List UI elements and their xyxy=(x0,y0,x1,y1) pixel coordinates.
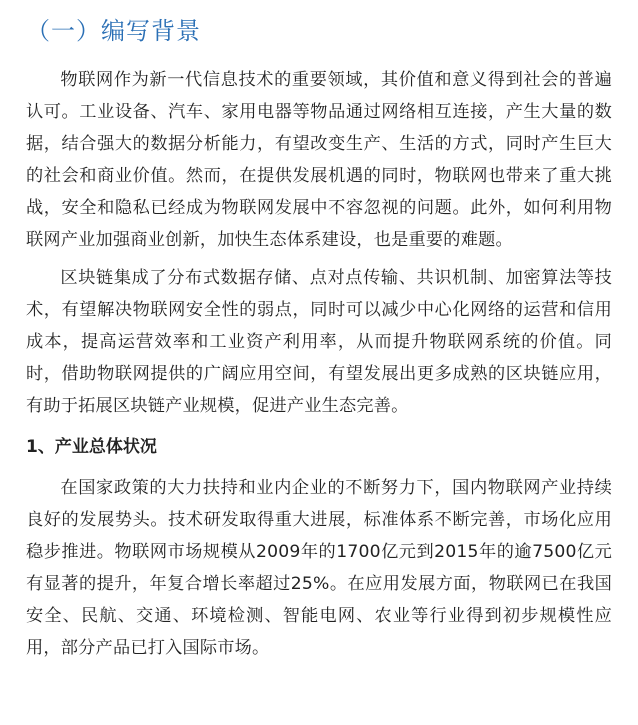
section-title: （一）编写背景 xyxy=(26,17,201,45)
paragraph-iot-background: 物联网作为新一代信息技术的重要领域，其价值和意义得到社会的普遍认可。工业设备、汽车、家用电器等物品通过网络相互连接，产生大量的数据，结合强大的数据分析能力，有望改变生产、生活的方式，同时产生巨大的社会和商业价值。然而，在提供发展机遇的同时，物联网也带来了重大挑战，安全和隐私已经成为物联网发展中不容忽视的问题。此外，如何利用物联网产业加强商业创新，加快生态体系建设，也是重要的难题。 xyxy=(26,70,612,250)
paragraph-blockchain: 区块链集成了分布式数据存储、点对点传输、共识机制、加密算法等技术，有望解决物联网安全性的弱点，同时可以减少中心化网络的运营和信用成本，提高运营效率和工业资产利用率，从而提升物联网系统的价值。同时，借助物联网提供的广阔应用空间，有望发展出更多成熟的区块链应用，有助于拓展区块链产业规模，促进产业生态完善。 xyxy=(26,268,612,416)
paragraph-industry-status: 在国家政策的大力扶持和业内企业的不断努力下，国内物联网产业持续良好的发展势头。技术研发取得重大进展，标准体系不断完善，市场化应用稳步推进。物联网市场规模从2009年的1700亿元到2015年的逾7500亿元有显著的提升，年复合增长率超过25%。在应用发展方面，物联网已在我国安全、民航、交通、环境检测、智能电网、农业等行业得到初步规模性应用，部分产品已打入国际市场。 xyxy=(26,478,612,658)
subsection-title: 1、产业总体状况 xyxy=(26,437,157,457)
